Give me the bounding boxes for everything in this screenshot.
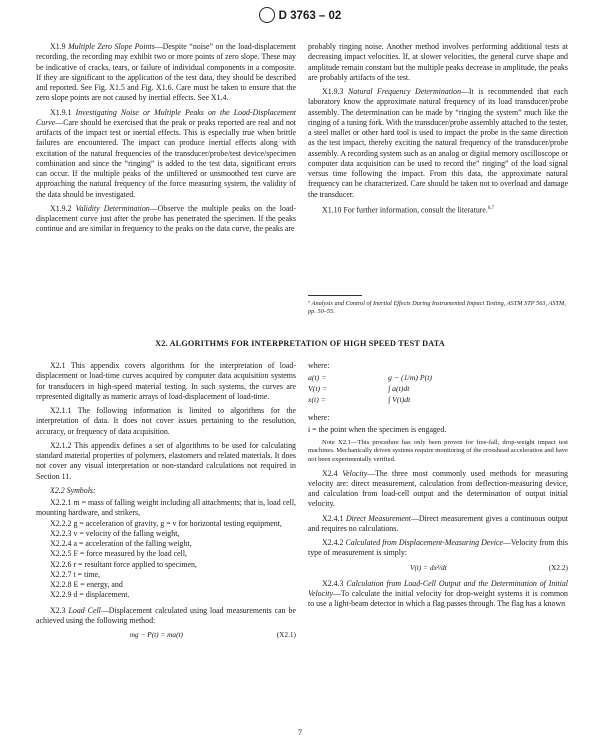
paragraph-x1-9-2: X1.9.2 Validity Determination—Observe the multiple peaks on the load-displacement curve just after the probe has penetrated the specimen. If the peaks continue and are similar in frequency to the peaks on the data curve, the peaks are [36, 203, 296, 234]
symbol-item: X2.2.7 t = time, [50, 569, 101, 579]
page-header [0, 8, 600, 24]
paragraph-x2-1-2: X2.1.2 This appendix defines a set of algorithms to be used for calculating standard material properties of polymers, elastomers and related materials. It does not cover any visual interpretation or non-standard calculations not required in Section 11. [36, 440, 296, 481]
paragraph-continuation: probably ringing noise. Another method involves performing additional tests at decreasing impact velocities. If, at slower velocities, the general curve shape and amplitude remain constant but the multiple peaks decrease in amplitude, the peaks are probably artifacts of the test. [308, 42, 568, 82]
paragraph-x1-10: X1.10 For further information, consult the literature.$^{6,7}$ [322, 205, 495, 215]
right-top-column [308, 42, 568, 220]
symbol-item: X2.2.5 F = force measured by the load cell, [50, 549, 188, 559]
paragraph-x1-9-1: X1.9.1 Investigating Noise or Multiple Peaks on the Load-Displacement Curve—Care should be exercised that the peak or peaks reported are real and not artifacts of the impact test or inertial effects. This is especially true when brittle failures are encountered. The impact can produce inertial effects along with excitation of the natural frequencies of the transducer/probe/test device/specimen combination and since the “ringing” is added to the test data, significant errors can occur. If the multiple peaks of the unfiltered or unsmoothed test curve are approaching the natural frequency of the force measuring system, the validity of the data should be investigated. [36, 107, 296, 199]
symbol-item: X2.2.4 a = acceleration of the falling weight, [50, 539, 192, 548]
symbol-item: X2.2.8 E = energy, and [50, 580, 123, 589]
paragraph-x1-9: X1.9 Multiple Zero Slope Points—Despite “noise” on the load-displacement recording, the recording may exhibit two or more points of zero slope. These may be indicative of cracks, tears, or failure of individual components in a composite. If they are significant to the application of the test data, they should be described and reported. See Fig. X1.5 and Fig. X1.6. Care must be taken to ensure that the zero slope points are not caused by inertial effects. See X1.4. [36, 42, 296, 103]
paragraph-x2-1-1: X2.1.1 The following information is limited to algorithms for the interpretation of data. It does not cover issues pertaining to the resolution, accuracy, or frequency of data acquisition. [36, 406, 296, 436]
symbol-item: X2.2.3 v = velocity of the falling weight, [50, 528, 180, 538]
equation-x2-1: mg − P(t) = ma(t) (X2.1) [129, 630, 296, 639]
where-label: where: [308, 361, 330, 370]
definition-i: i = the point when the specimen is engaged. [308, 424, 447, 434]
definition-row: x(t) = ∫ V(t)dt [308, 395, 411, 405]
astm-logo-icon [259, 7, 275, 23]
designation: D 3763 – 02 [278, 10, 342, 23]
symbol-item: X2.2.9 d = displacement. [50, 590, 130, 600]
symbol-item: X2.2.6 r = resultant force applied to specimen, [50, 559, 197, 569]
appendix-title: X2. ALGORITHMS FOR INTERPRETATION OF HIGH SPEED TEST DATA [155, 339, 445, 348]
page-number: 7 [298, 728, 302, 737]
left-top-column [36, 42, 296, 239]
paragraph-x2-3: X2.3 Load Cell—Displacement calculated using load measurements can be achieved using the following method: [36, 605, 296, 625]
footnote: ⁷ Analysis and Control of Inertial Effects During Instrumented Impact Testing, ASTM STP 563, ASTM, pp. 50–55. [308, 300, 566, 316]
paragraph-x2-4-2: X2.4.2 Calculated from Displacement-Measuring Device—Velocity from this type of measurement is simply: [308, 538, 568, 558]
symbol-item: X2.2.2 g = acceleration of gravity, g = v for horizontal testing equipment, [50, 518, 282, 528]
paragraph-x2-4-3: X2.4.3 Calculation from Load-Cell Output and the Determination of Initial Velocity—To calculate the initial velocity for drop-weight systems it is common to use a light-beam detector in which a flag passes through. The flag has a known [308, 578, 568, 609]
definition-row: a(t) = g − (1/m) P(t) [308, 373, 433, 383]
paragraph-x2-1: X2.1 This appendix covers algorithms for the interpretation of load-displacement or load-time curves acquired by computer data acquisition systems for transducers in high-speed material testing. In such systems, the curves are represented digitally as numeric arrays of load-displacement of load-time. [36, 361, 296, 401]
equation-x2-2: V(t) = dx²/dt (X2.2) [410, 562, 568, 572]
symbols-heading: X2.2 Symbols: [50, 485, 96, 495]
symbol-item: X2.2.1 m = mass of falling weight including all attachments; that is, load cell, mounting hardware, and strikers, [36, 498, 296, 518]
paragraph-x1-9-3: X1.9.3 Natural Frequency Determination—It is recommended that each laboratory know the approximate natural frequency of its load transducer/probe assembly. The determination can be made by “ringing the system” much like the ringing of a tuning fork. With the transducer/probe assembly attached to the tester, a steel mallet or other hard tool is used to impact the probe in the same direction as the test impact, thereby exciting the natural frequency of the transducer/probe assembly. A recording system such as an analog or digital memory oscilloscope or computer data acquisition can be used to record the” ringing” of the load signal versus time following the impact. From this data, the approximate natural frequency can be characterized. Care should be taken not to overload and damage the transducer. [308, 87, 568, 199]
note-x2-1: Note X2.1—This procedure has only been proven for free-fall, drop-weight impact test machines. Mechanically driven systems require monitoring of the crosshead acceleration and have not been experimentally verified. [308, 438, 568, 463]
paragraph-x2-4-1: X2.4.1 Direct Measurement—Direct measurement gives a continuous output and requires no calculations. [308, 513, 568, 533]
definition-row: V(t) = ∫ a(t)dt [308, 384, 410, 394]
left-bottom-column [36, 361, 296, 646]
right-bottom-column [308, 361, 568, 614]
paragraph-x2-4: X2.4 Velocity—The three most commonly used methods for measuring velocity are: direct measurement, calculation from deflection-measuring device, and calculation from load-cell output and the determination of output initial velocity. [308, 468, 568, 509]
where-label: where: [308, 413, 330, 423]
footnote-rule [308, 295, 362, 296]
